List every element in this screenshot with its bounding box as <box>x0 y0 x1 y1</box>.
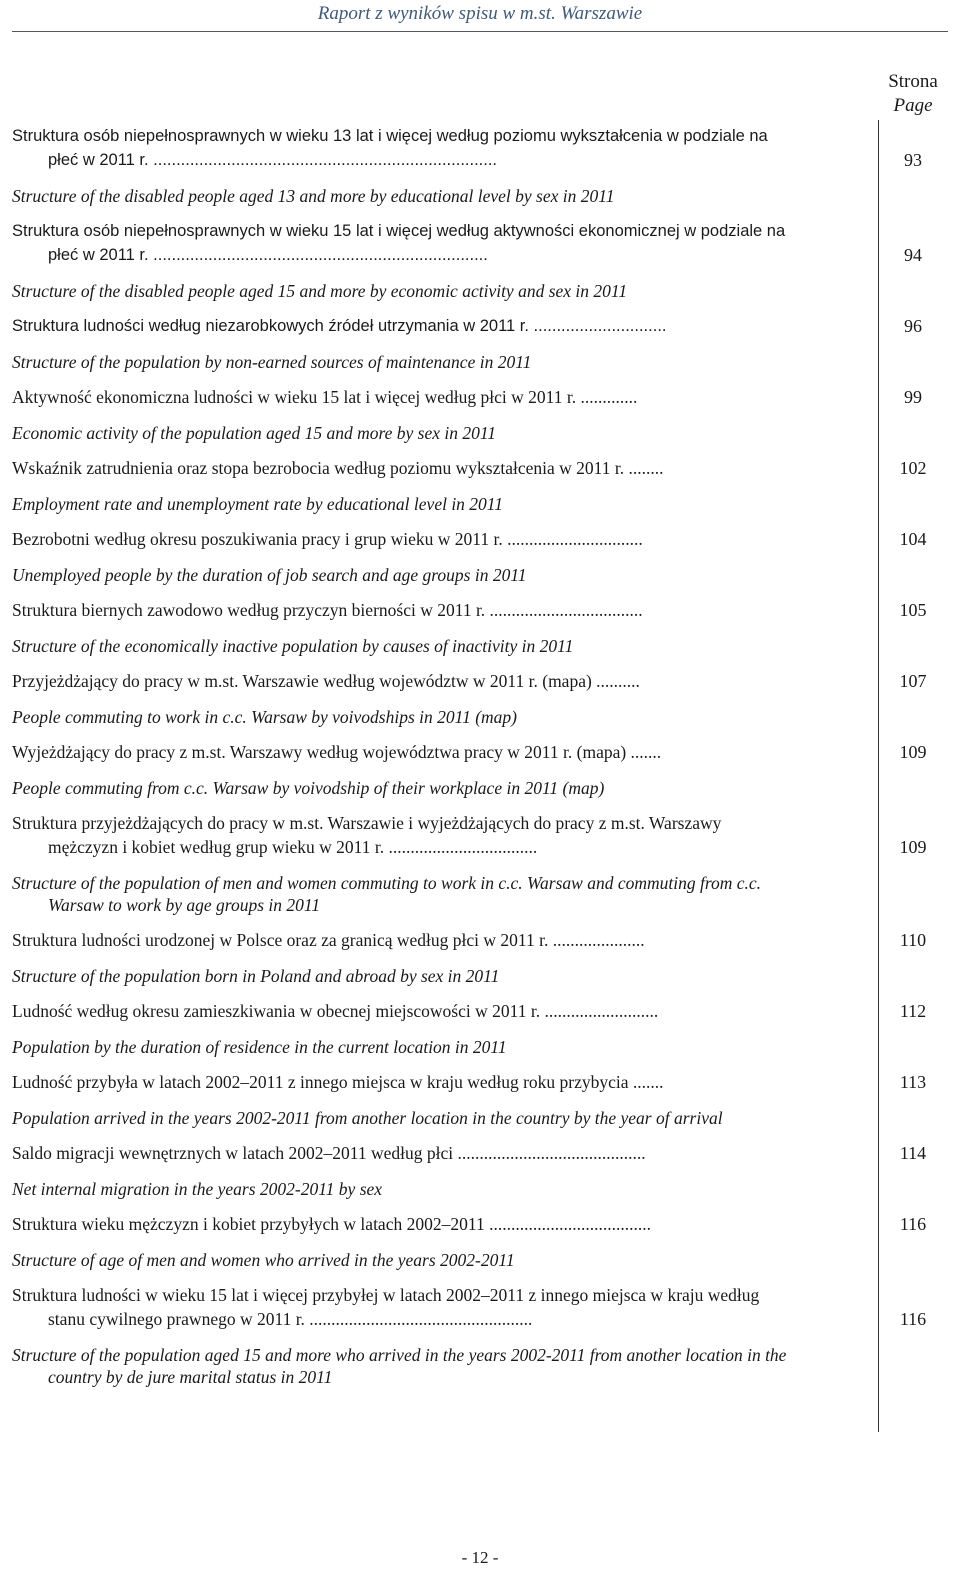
toc-entry-title-pl: Struktura przyjeżdżających do pracy w m.st. Warszawie i wyjeżdżających do pracy z m.st. Warszawy mężczyzn i kobiet według grup wieku w 2011 r. .................................. <box>12 813 722 857</box>
toc-entry[interactable] <box>12 1070 948 1129</box>
toc-entry-row <box>12 385 948 409</box>
running-header: Raport z wyników spisu w m.st. Warszawie <box>317 3 643 24</box>
toc-entry-title-en: People commuting from c.c. Warsaw by voivodship of their workplace in 2011 (map) <box>12 778 605 798</box>
toc-entry-page-number: 94 <box>904 245 922 265</box>
toc-entry-page-number: 116 <box>899 1309 927 1329</box>
toc-entry-row <box>12 740 948 764</box>
toc-entry-title-pl: Struktura osób niepełnosprawnych w wieku 13 lat i więcej według poziomu wykształcenia w podziale na płeć w 2011 r. ........................................................................... <box>12 127 768 169</box>
toc-entry-row <box>12 669 948 693</box>
toc-entry-title-pl: Bezrobotni według okresu poszukiwania pracy i grup wieku w 2011 r. ............................... <box>12 529 643 549</box>
toc-entry[interactable] <box>12 314 948 373</box>
toc-entry-title-en: Population arrived in the years 2002-2011 from another location in the country by the year of arrival <box>12 1108 723 1128</box>
toc-entry-row <box>12 314 948 338</box>
toc-entry-row <box>12 219 948 267</box>
toc-entry-page-number: 116 <box>899 1214 927 1234</box>
toc-entry[interactable] <box>12 740 948 799</box>
toc-entry[interactable] <box>12 385 948 444</box>
toc-entry-title-en: Population by the duration of residence in the current location in 2011 <box>12 1037 507 1057</box>
toc-entry-row <box>12 1283 948 1331</box>
toc-entry[interactable] <box>12 811 948 916</box>
toc-entry-page-number: 109 <box>899 742 927 762</box>
toc-entry-title-pl: Struktura osób niepełnosprawnych w wieku 15 lat i więcej według aktywności ekonomicznej w podziale na płeć w 2011 r. ......................................................................... <box>12 222 786 264</box>
toc-entry-title-en: Structure of the disabled people aged 13 and more by educational level by sex in 2011 <box>12 186 615 206</box>
toc-entry-title-pl: Struktura ludności urodzonej w Polsce oraz za granicą według płci w 2011 r. ..................... <box>12 930 645 950</box>
toc-entry-title-pl: Struktura wieku mężczyzn i kobiet przybyłych w latach 2002–2011 ..................................... <box>12 1214 651 1234</box>
toc-entry-page-number: 114 <box>899 1143 927 1163</box>
page-column-header-en: Page <box>893 95 933 116</box>
toc-entry-title-en: People commuting to work in c.c. Warsaw by voivodships in 2011 (map) <box>12 707 518 727</box>
toc-entry-row <box>12 928 948 952</box>
header-rule <box>12 31 948 32</box>
toc-entry-title-pl: Struktura biernych zawodowo według przyczyn bierności w 2011 r. ................................... <box>12 600 643 620</box>
toc-entry-row <box>12 598 948 622</box>
toc-entry-page-number: 96 <box>904 316 922 336</box>
page-column-header-pl: Strona <box>888 71 938 92</box>
toc-entry[interactable] <box>12 1212 948 1271</box>
toc-entry-row <box>12 1070 948 1094</box>
toc-entry[interactable] <box>12 999 948 1058</box>
toc-entry-title-pl: Saldo migracji wewnętrznych w latach 2002–2011 według płci ........................................... <box>12 1143 646 1163</box>
page-column-header <box>878 70 948 118</box>
toc-entry[interactable] <box>12 669 948 728</box>
toc-entry[interactable] <box>12 219 948 302</box>
toc-entry-title-en: Structure of the population born in Poland and abroad by sex in 2011 <box>12 966 500 986</box>
toc-entry-title-en: Structure of the population aged 15 and more who arrived in the years 2002-2011 from another location in the country by de jure marital status in 2011 <box>12 1345 787 1387</box>
toc-entry-title-pl: Wskaźnik zatrudnienia oraz stopa bezrobocia według poziomu wykształcenia w 2011 r. ........ <box>12 458 664 478</box>
toc-entry-page-number: 105 <box>899 600 927 620</box>
toc-entry-page-number: 109 <box>899 837 927 857</box>
toc-entry-page-number: 110 <box>899 930 927 950</box>
page-footer: - 12 - <box>461 1548 499 1567</box>
toc-entry-title-pl: Ludność według okresu zamieszkiwania w obecnej miejscowości w 2011 r. .......................... <box>12 1001 659 1021</box>
toc-entry-title-en: Structure of the disabled people aged 15 and more by economic activity and sex in 2011 <box>12 281 628 301</box>
toc-entry-row <box>12 999 948 1023</box>
toc-entry[interactable] <box>12 456 948 515</box>
toc-entry-page-number: 107 <box>899 671 927 691</box>
toc-entry-title-en: Structure of the population by non-earned sources of maintenance in 2011 <box>12 352 532 372</box>
toc-entry-row <box>12 1141 948 1165</box>
toc-entry[interactable] <box>12 928 948 987</box>
toc-entry-row <box>12 456 948 480</box>
toc-entry-title-en: Structure of the economically inactive population by causes of inactivity in 2011 <box>12 636 574 656</box>
toc-entry-row <box>12 811 948 859</box>
toc-entry-page-number: 99 <box>904 387 922 407</box>
toc-entry-title-pl: Struktura ludności w wieku 15 lat i więcej przybyłej w latach 2002–2011 z innego miejsca w kraju według stanu cywilnego prawnego w 2011 r. ................................................... <box>12 1285 760 1329</box>
toc-entry-title-pl: Wyjeżdżający do pracy z m.st. Warszawy według województwa pracy w 2011 r. (mapa) ....... <box>12 742 662 762</box>
table-of-contents <box>12 124 948 1400</box>
toc-entry-page-number: 112 <box>899 1001 927 1021</box>
toc-entry-row <box>12 527 948 551</box>
toc-entry-title-en: Employment rate and unemployment rate by educational level in 2011 <box>12 494 504 514</box>
toc-entry-title-en: Economic activity of the population aged 15 and more by sex in 2011 <box>12 423 497 443</box>
toc-entry-title-en: Structure of the population of men and women commuting to work in c.c. Warsaw and commuting from c.c. Warsaw to work by age groups in 2011 <box>12 873 762 915</box>
toc-entry-title-en: Net internal migration in the years 2002-2011 by sex <box>12 1179 383 1199</box>
toc-entry[interactable] <box>12 598 948 657</box>
toc-entry-page-number: 113 <box>899 1072 927 1092</box>
toc-entry-title-pl: Aktywność ekonomiczna ludności w wieku 15 lat i więcej według płci w 2011 r. ............. <box>12 387 638 407</box>
toc-entry-row <box>12 124 948 172</box>
toc-entry-title-en: Unemployed people by the duration of job search and age groups in 2011 <box>12 565 527 585</box>
toc-entry-row <box>12 1212 948 1236</box>
toc-entry-title-pl: Przyjeżdżający do pracy w m.st. Warszawie według województw w 2011 r. (mapa) .......... <box>12 671 640 691</box>
toc-entry-title-pl: Struktura ludności według niezarobkowych źródeł utrzymania w 2011 r. ............................. <box>12 317 667 335</box>
toc-entry-page-number: 102 <box>899 458 927 478</box>
toc-entry-title-en: Structure of age of men and women who arrived in the years 2002-2011 <box>12 1250 515 1270</box>
toc-entry[interactable] <box>12 124 948 207</box>
toc-entry[interactable] <box>12 527 948 586</box>
toc-entry-page-number: 104 <box>899 529 927 549</box>
toc-entry[interactable] <box>12 1141 948 1200</box>
toc-entry-page-number: 93 <box>904 150 922 170</box>
toc-entry[interactable] <box>12 1283 948 1388</box>
toc-entry-title-pl: Ludność przybyła w latach 2002–2011 z innego miejsca w kraju według roku przybycia ....... <box>12 1072 664 1092</box>
